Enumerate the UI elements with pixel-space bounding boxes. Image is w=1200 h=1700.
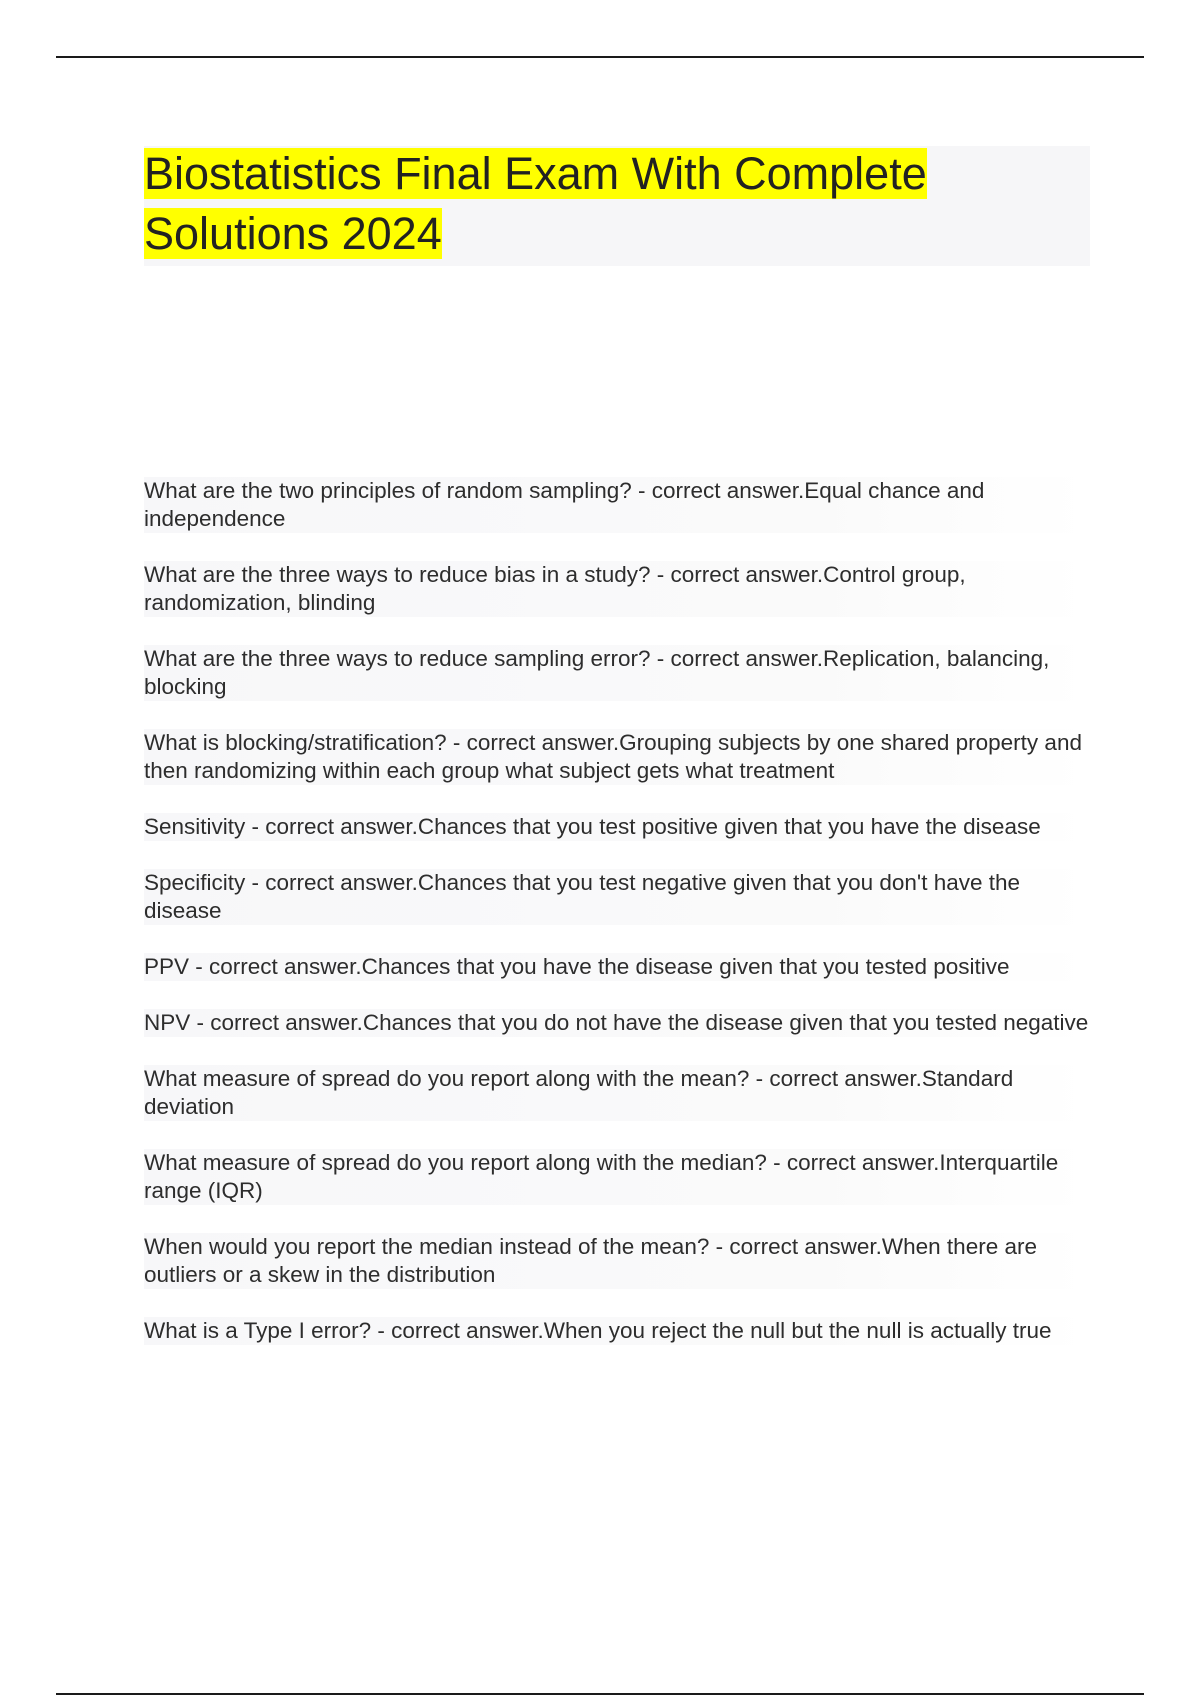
top-rule	[56, 56, 1144, 58]
qa-item: What measure of spread do you report along with the median? - correct answer.Interquartile range (IQR)	[144, 1149, 1090, 1205]
qa-item: When would you report the median instead of the mean? - correct answer.When there are outliers or a skew in the distribution	[144, 1233, 1090, 1289]
qa-item: What are the three ways to reduce bias in a study? - correct answer.Control group, randomization, blinding	[144, 561, 1090, 617]
qa-item: What is a Type I error? - correct answer.When you reject the null but the null is actually true	[144, 1317, 1090, 1345]
qa-item: What are the three ways to reduce sampling error? - correct answer.Replication, balancing, blocking	[144, 645, 1090, 701]
qa-item: PPV - correct answer.Chances that you have the disease given that you tested positive	[144, 953, 1090, 981]
bottom-rule	[56, 1693, 1144, 1695]
document-title-container	[144, 146, 1024, 266]
title-block	[144, 146, 1090, 266]
qa-item: What is blocking/stratification? - correct answer.Grouping subjects by one shared property and then randomizing within each group what subject gets what treatment	[144, 729, 1090, 785]
qa-item: What measure of spread do you report along with the mean? - correct answer.Standard deviation	[144, 1065, 1090, 1121]
qa-list	[144, 477, 1090, 1373]
qa-item: Sensitivity - correct answer.Chances that you test positive given that you have the disease	[144, 813, 1090, 841]
qa-item: Specificity - correct answer.Chances that you test negative given that you don't have the disease	[144, 869, 1090, 925]
qa-item: What are the two principles of random sampling? - correct answer.Equal chance and independence	[144, 477, 1090, 533]
qa-item: NPV - correct answer.Chances that you do not have the disease given that you tested negative	[144, 1010, 1089, 1035]
document-title: Biostatistics Final Exam With Complete Solutions 2024	[144, 148, 927, 259]
